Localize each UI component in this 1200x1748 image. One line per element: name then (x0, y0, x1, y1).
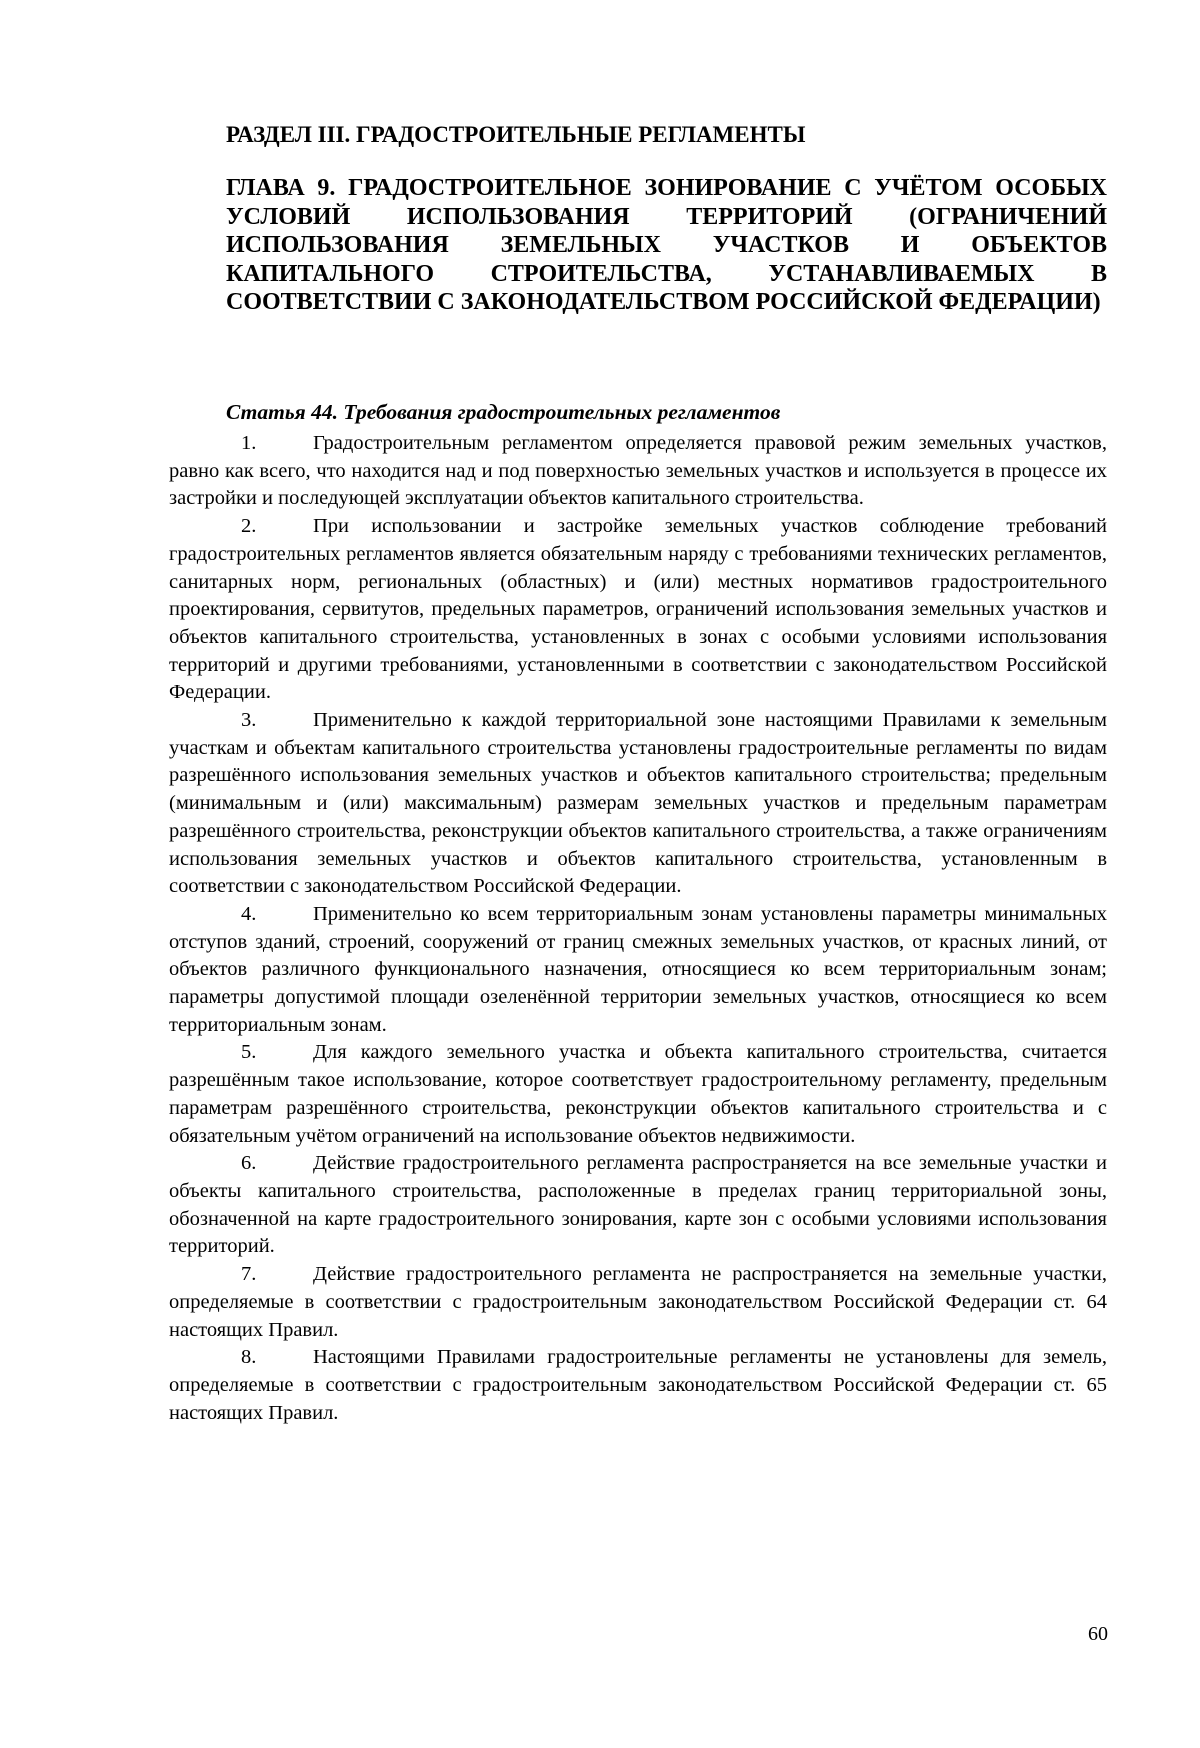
paragraph-6 (169, 1150, 1107, 1261)
paragraph-8 (169, 1344, 1107, 1427)
paragraph-number: 8. (241, 1346, 257, 1369)
paragraph-text: Градостроительным регламентом определяется правовой режим земельных участков, равно как всего, что находится над и под поверхностью земельных участков и используется в процессе их застройки и последующей эксплуатации объектов капитального строительства. (169, 432, 1107, 510)
paragraph-text: Применительно ко всем территориальным зонам установлены параметры минимальных отступов зданий, строений, сооружений от границ смежных земельных участков, от красных линий, от объектов различного функционального назначения, относящиеся ко всем территориальным зонам; параметры допустимой площади озеленённой территории земельных участков, относящиеся ко всем территориальным зонам. (169, 902, 1107, 1036)
paragraph-number: 5. (241, 1041, 257, 1064)
paragraph-text: Действие градостроительного регламента не распространяется на земельные участки, определяемые в соответствии с градостроительным законодательством Российской Федерации ст. 64 настоящих Правил. (169, 1263, 1107, 1341)
paragraph-number: 7. (241, 1263, 257, 1286)
paragraph-4 (169, 901, 1107, 1040)
section-title: РАЗДЕЛ III. ГРАДОСТРОИТЕЛЬНЫЕ РЕГЛАМЕНТЫ (226, 122, 806, 147)
paragraph-7 (169, 1261, 1107, 1344)
paragraph-5 (169, 1039, 1107, 1150)
paragraph-number: 1. (241, 432, 257, 454)
paragraph-2 (169, 513, 1107, 707)
paragraph-text: При использовании и застройке земельных участков соблюдение требований градостроительных регламентов является обязательным наряду с требованиями технических регламентов, санитарных норм, региональных (областных) и (или) местных нормативов градостроительного проектирования, сервитутов, предельных параметров, ограничений использования земельных участков и объектов капитального строительства, установленных в зонах с особыми условиями использования территорий и другими требованиями, установленными в соответствии с законодательством Российской Федерации. (169, 515, 1107, 704)
paragraph-text: Действие градостроительного регламента распространяется на все земельные участки и объекты капитального строительства, расположенные в пределах границ территориальной зоны, обозначенной на карте градостроительного зонирования, карте зон с особыми условиями использования территорий. (169, 1152, 1107, 1258)
paragraph-number: 6. (241, 1152, 257, 1175)
paragraph-number: 2. (241, 515, 257, 538)
page-number: 60 (1088, 1623, 1108, 1645)
paragraph-text: Настоящими Правилами градостроительные регламенты не установлены для земель, определяемые в соответствии с градостроительным законодательством Российской Федерации ст. 65 настоящих Правил. (169, 1346, 1107, 1424)
paragraph-3 (169, 707, 1107, 901)
article-body (169, 430, 1107, 1427)
paragraph-number: 4. (241, 902, 257, 925)
paragraph-text: Для каждого земельного участка и объекта капитального строительства, считается разрешённым такое использование, которое соответствует градостроительному регламенту, предельным параметрам разрешённого строительства, реконструкции объектов капитального строительства и с обязательным учётом ограничений на использование объектов недвижимости. (169, 1041, 1107, 1147)
paragraph-number: 3. (241, 709, 257, 732)
article-title: Статья 44. Требования градостроительных регламентов (226, 400, 781, 424)
paragraph-1 (169, 430, 1107, 513)
chapter-title: ГЛАВА 9. ГРАДОСТРОИТЕЛЬНОЕ ЗОНИРОВАНИЕ С УЧЁТОМ ОСОБЫХ УСЛОВИЙ ИСПОЛЬЗОВАНИЯ ТЕРРИТОРИЙ (ОГРАНИЧЕНИЙ ИСПОЛЬЗОВАНИЯ ЗЕМЕЛЬНЫХ УЧАСТКОВ И ОБЪЕКТОВ КАПИТАЛЬНОГО СТРОИТЕЛЬСТВА, УСТАНАВЛИВАЕМЫХ В СООТВЕТСТВИИ С ЗАКОНОДАТЕЛЬСТВОМ РОССИЙСКОЙ ФЕДЕРАЦИИ) (226, 175, 1107, 315)
paragraph-text: Применительно к каждой территориальной зоне настоящими Правилами к земельным участкам и объектам капитального строительства установлены градостроительные регламенты по видам разрешённого использования земельных участков и объектов капитального строительства; предельным (минимальным и (или) максимальным) размерам земельных участков и предельным параметрам разрешённого строительства, реконструкции объектов капитального строительства, а также ограничениям использования земельных участков и объектов капитального строительства, установленным в соответствии с законодательством Российской Федерации. (169, 709, 1107, 898)
